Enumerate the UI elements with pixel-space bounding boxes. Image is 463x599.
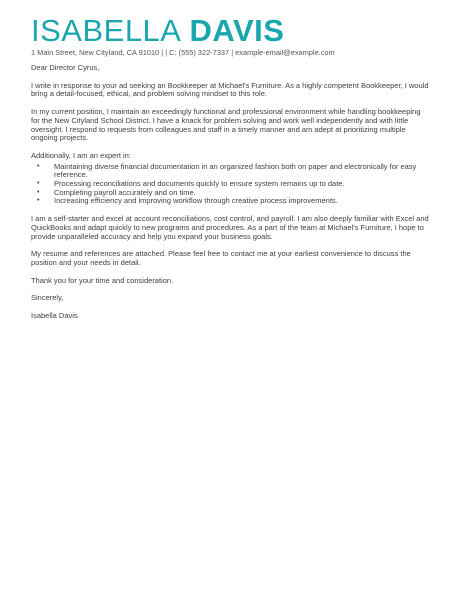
applicant-name (31, 14, 451, 48)
signature-name: Isabella Davis (31, 311, 78, 321)
list-item (31, 197, 431, 206)
paragraph-contact: My resume and references are attached. Please feel free to contact me at your earliest convenience to discuss the position and your needs in detail. (31, 249, 411, 267)
list-item-text: Increasing efficiency and improving workflow through creative process improvements. (54, 196, 338, 206)
contact-line: 1 Main Street, New Cityland, CA 91010 | | C: (555) 322-7337 | example-email@example.com (31, 48, 335, 57)
letter-header (31, 14, 451, 58)
bullet-icon: • (37, 180, 40, 188)
expertise-list (31, 163, 431, 207)
bullet-icon: • (37, 162, 40, 170)
list-item-text: Maintaining diverse financial documentation in an organized fashion both on paper and electronically for easy reference. (54, 161, 417, 180)
paragraph-skills: I am a self-starter and excel at account reconciliations, cost control, and payroll. I am also deeply familiar with Excel and QuickBooks and adapt quickly to new programs and procedures. As a part of the team at Michael's Furniture, I hope to provide unparalleled accuracy and help you expand your business goals. (31, 214, 429, 241)
last-name: DAVIS (189, 13, 285, 48)
salutation: Dear Director Cyrus, (31, 63, 100, 72)
closing: Sincerely, (31, 293, 64, 303)
thanks-line: Thank you for your time and consideration. (31, 275, 174, 285)
first-name: ISABELLA (31, 13, 182, 48)
letter-body (31, 64, 431, 330)
paragraph-intro: I write in response to your ad seeking an Bookkeeper at Michael's Furniture. As a highly competent Bookkeeper, I would bring a detail-focused, ethical, and problem solving mindset to this role. (31, 80, 429, 99)
paragraph-current-position: In my current position, I maintain an exceedingly functional and professional environment while handling bookkeeping for the New Cityland School District. I have a knack for problem solving and work well independently and with little oversight. I respond to requests from colleagues and staff in a timely manner and am adept at prioritizing multiple ongoing projects. (31, 107, 421, 143)
list-item (31, 163, 431, 180)
list-item-text: Completing payroll accurately and on time. (54, 187, 196, 197)
bullet-icon: • (37, 197, 40, 205)
expert-intro: Additionally, I am an expert in: (31, 150, 131, 160)
bullet-icon: • (37, 188, 40, 196)
list-item-text: Processing reconciliations and documents quickly to ensure system remains up to date. (54, 179, 345, 189)
